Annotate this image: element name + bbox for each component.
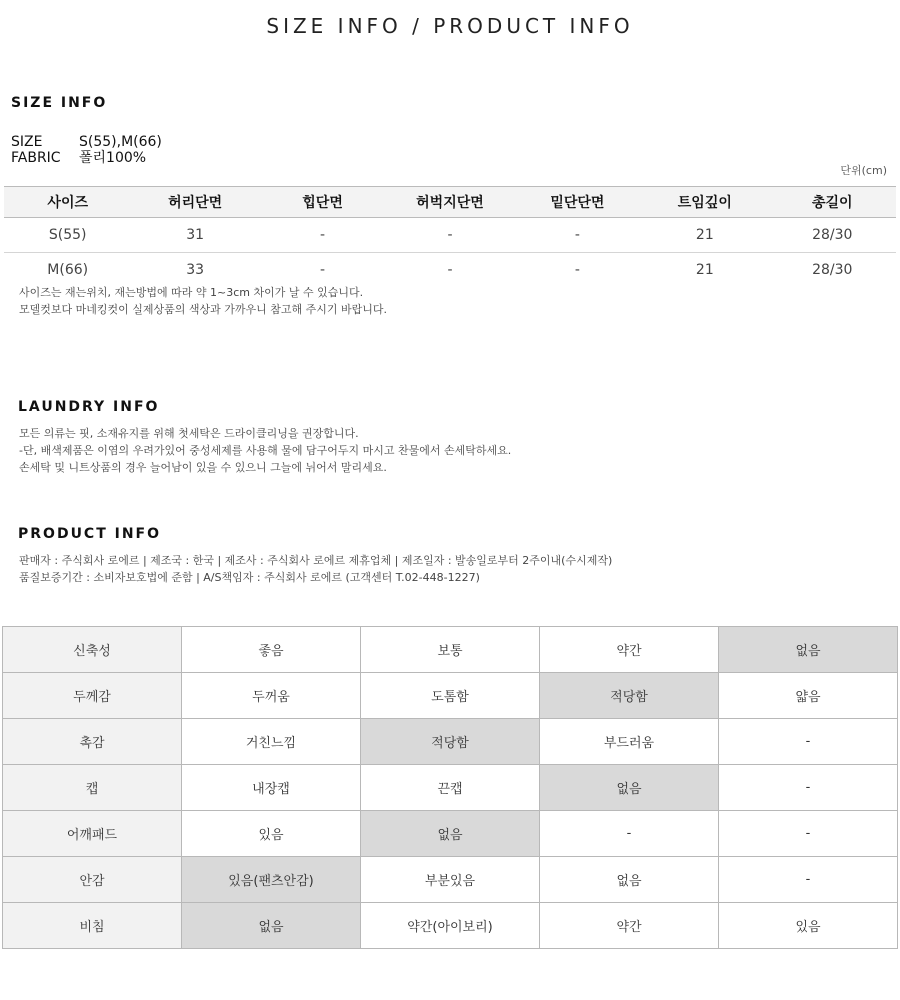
size-header-cell: 힙단면 — [259, 187, 386, 218]
attribute-label: 안감 — [3, 857, 182, 903]
attribute-option: 있음 — [182, 811, 361, 857]
attribute-option: 보통 — [361, 627, 540, 673]
attribute-row — [3, 857, 898, 903]
table-row — [4, 218, 896, 253]
size-cell: 33 — [186, 262, 205, 278]
laundry-line: 모든 의류는 핏, 소재유지를 위해 첫세탁은 드라이클리닝을 권장합니다. — [19, 427, 359, 440]
size-header-cell: 밑단단면 — [514, 187, 641, 218]
size-cell: - — [574, 262, 580, 278]
size-cell: - — [514, 218, 641, 253]
product-line: 판매자 : 주식회사 로에르 | 제조국 : 한국 | 제조사 : 주식회사 로에르 제휴업체 | 제조일자 : 발송일로부터 2주이내(수시제작) — [19, 554, 613, 567]
attribute-option: 부드러움 — [540, 719, 719, 765]
product-line: 품질보증기간 : 소비자보호법에 준함 | A/S책임자 : 주식회사 로에르 (고객센터 T.02-448-1227) — [19, 571, 480, 584]
attribute-label: 신축성 — [3, 627, 182, 673]
size-cell: - — [259, 218, 386, 253]
attribute-label: 두께감 — [3, 673, 182, 719]
attribute-option: 거친느낌 — [182, 719, 361, 765]
attribute-option-selected: 있음(팬츠안감) — [182, 857, 361, 903]
table-row — [4, 253, 896, 288]
attribute-option: 약간 — [540, 903, 719, 949]
product-notes — [19, 552, 612, 586]
size-header-cell: 트임깊이 — [641, 187, 768, 218]
size-cell: 28/30 — [812, 262, 853, 278]
size-info-heading: SIZE INFO — [11, 95, 108, 111]
product-info-heading: PRODUCT INFO — [18, 526, 162, 542]
attribute-option: 없음 — [540, 857, 719, 903]
attribute-option-selected: 없음 — [182, 903, 361, 949]
attribute-option: 두꺼움 — [182, 673, 361, 719]
attribute-option: 부분있음 — [361, 857, 540, 903]
laundry-info-heading: LAUNDRY INFO — [18, 399, 160, 415]
size-notes — [19, 284, 387, 318]
attribute-option: 내장캡 — [182, 765, 361, 811]
spec-block — [11, 134, 162, 166]
fabric-label: FABRIC — [11, 150, 61, 166]
attribute-option-selected: 적당함 — [540, 673, 719, 719]
attribute-option: 끈캡 — [361, 765, 540, 811]
attribute-row — [3, 673, 898, 719]
attribute-row — [3, 765, 898, 811]
attribute-option: 좋음 — [182, 627, 361, 673]
attribute-option-selected: 적당함 — [361, 719, 540, 765]
attribute-option: - — [719, 765, 898, 811]
size-table — [4, 186, 896, 287]
size-label: SIZE — [11, 134, 43, 150]
note-line: 사이즈는 재는위치, 재는방법에 따라 약 1~3cm 차이가 날 수 있습니다. — [19, 286, 364, 299]
size-cell: S(55) — [4, 218, 131, 253]
fabric-value: 폴리100% — [79, 150, 147, 166]
size-cell: M(66) — [47, 262, 89, 278]
size-cell: 21 — [641, 218, 768, 253]
size-header-cell: 허리단면 — [131, 187, 258, 218]
size-cell: 31 — [131, 218, 258, 253]
attribute-label: 촉감 — [3, 719, 182, 765]
size-header-cell: 사이즈 — [4, 187, 131, 218]
size-cell: - — [320, 262, 326, 278]
size-table-header — [4, 187, 896, 218]
attribute-row — [3, 627, 898, 673]
page-title: SIZE INFO / PRODUCT INFO — [266, 14, 634, 38]
size-cell: 28/30 — [769, 218, 896, 253]
laundry-line: 손세탁 및 니트상품의 경우 늘어남이 있을 수 있으니 그늘에 뉘어서 말리세요. — [19, 461, 387, 474]
size-header-cell: 총길이 — [769, 187, 896, 218]
attribute-option: 있음 — [719, 903, 898, 949]
attribute-label: 캡 — [3, 765, 182, 811]
unit-label: 단위(cm) — [840, 164, 887, 177]
size-cell: - — [386, 218, 513, 253]
attribute-row — [3, 903, 898, 949]
attribute-option: 약간(아이보리) — [361, 903, 540, 949]
attribute-option: - — [719, 719, 898, 765]
note-line: 모델컷보다 마네킹컷이 실제상품의 색상과 가까우니 참고해 주시기 바랍니다. — [19, 303, 388, 316]
attribute-row — [3, 719, 898, 765]
attribute-option: - — [719, 811, 898, 857]
attribute-option: 얇음 — [719, 673, 898, 719]
size-cell: 21 — [695, 262, 714, 278]
size-value: S(55),M(66) — [79, 134, 162, 150]
attribute-option: 도톰함 — [361, 673, 540, 719]
attribute-label: 어깨패드 — [3, 811, 182, 857]
attribute-table — [2, 626, 898, 949]
attribute-option-selected: 없음 — [719, 627, 898, 673]
attribute-label: 비침 — [3, 903, 182, 949]
attribute-option-selected: 없음 — [540, 765, 719, 811]
laundry-notes — [19, 425, 511, 476]
attribute-row — [3, 811, 898, 857]
size-header-cell: 허벅지단면 — [386, 187, 513, 218]
laundry-line: -단, 배색제품은 이염의 우려가있어 중성세제를 사용해 물에 담구어두지 마시고 찬물에서 손세탁하세요. — [19, 444, 512, 457]
attribute-option: - — [540, 811, 719, 857]
attribute-option-selected: 없음 — [361, 811, 540, 857]
size-cell: - — [447, 262, 453, 278]
attribute-option: - — [719, 857, 898, 903]
attribute-option: 약간 — [540, 627, 719, 673]
